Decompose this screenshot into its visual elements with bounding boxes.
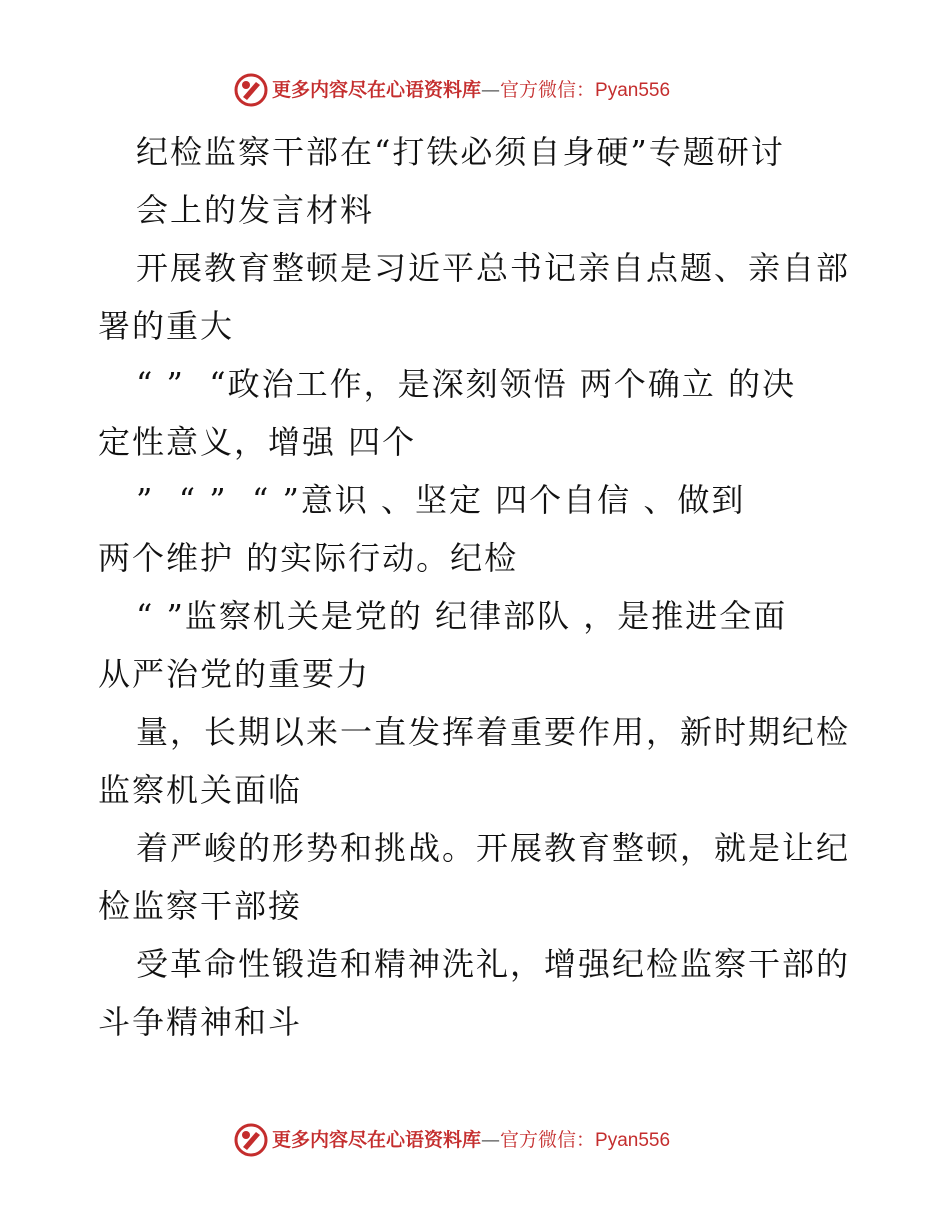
- paragraph-line: 监察机关面临: [98, 771, 303, 809]
- banner-wechat-label: 官方微信：: [500, 79, 596, 101]
- banner-wechat-id: Pyan556: [595, 1130, 671, 1151]
- paragraph-line: 受革命性锻造和精神洗礼，增强纪检监察干部的: [136, 945, 851, 983]
- paragraph-line: 检监察干部接: [98, 887, 303, 925]
- paragraph-line: ” “ ” “ ”意识 、坚定 四个自信 、做到: [136, 481, 746, 519]
- paragraph-line: “ ” “政治工作，是深刻领悟 两个确立 的决: [136, 365, 796, 403]
- paragraph-line: 从严治党的重要力: [98, 655, 371, 693]
- banner-title: 更多内容尽在心语资料库: [272, 79, 482, 101]
- document-body: [98, 123, 858, 1051]
- header-banner: [0, 70, 950, 110]
- banner-wechat-id: Pyan556: [595, 80, 671, 101]
- paragraph-line: 两个维护 的实际行动。纪检: [98, 539, 519, 577]
- logo-icon: [234, 1123, 268, 1157]
- paragraph-line: 斗争精神和斗: [98, 1003, 303, 1041]
- doc-title-line-1: 纪检监察干部在“打铁必须自身硬”专题研讨: [136, 133, 785, 171]
- paragraph-line: 量，长期以来一直发挥着重要作用，新时期纪检: [136, 713, 851, 751]
- banner-title: 更多内容尽在心语资料库: [272, 1129, 482, 1151]
- paragraph-line: “ ”监察机关是党的 纪律部队 ，是推进全面: [136, 597, 788, 635]
- doc-title-line-2: 会上的发言材料: [136, 191, 375, 229]
- banner-text: [272, 78, 670, 103]
- paragraph-line: 定性意义，增强 四个: [98, 423, 417, 461]
- paragraph-line: 署的重大: [98, 307, 235, 345]
- footer-banner: [0, 1120, 950, 1160]
- banner-dash: —: [481, 79, 501, 101]
- paragraph-line: 着严峻的形势和挑战。开展教育整顿，就是让纪: [136, 829, 851, 867]
- logo-icon: [234, 73, 268, 107]
- banner-text: [272, 1128, 670, 1153]
- banner-dash: —: [481, 1129, 501, 1151]
- paragraph-line: 开展教育整顿是习近平总书记亲自点题、亲自部: [136, 249, 851, 287]
- banner-wechat-label: 官方微信：: [500, 1129, 596, 1151]
